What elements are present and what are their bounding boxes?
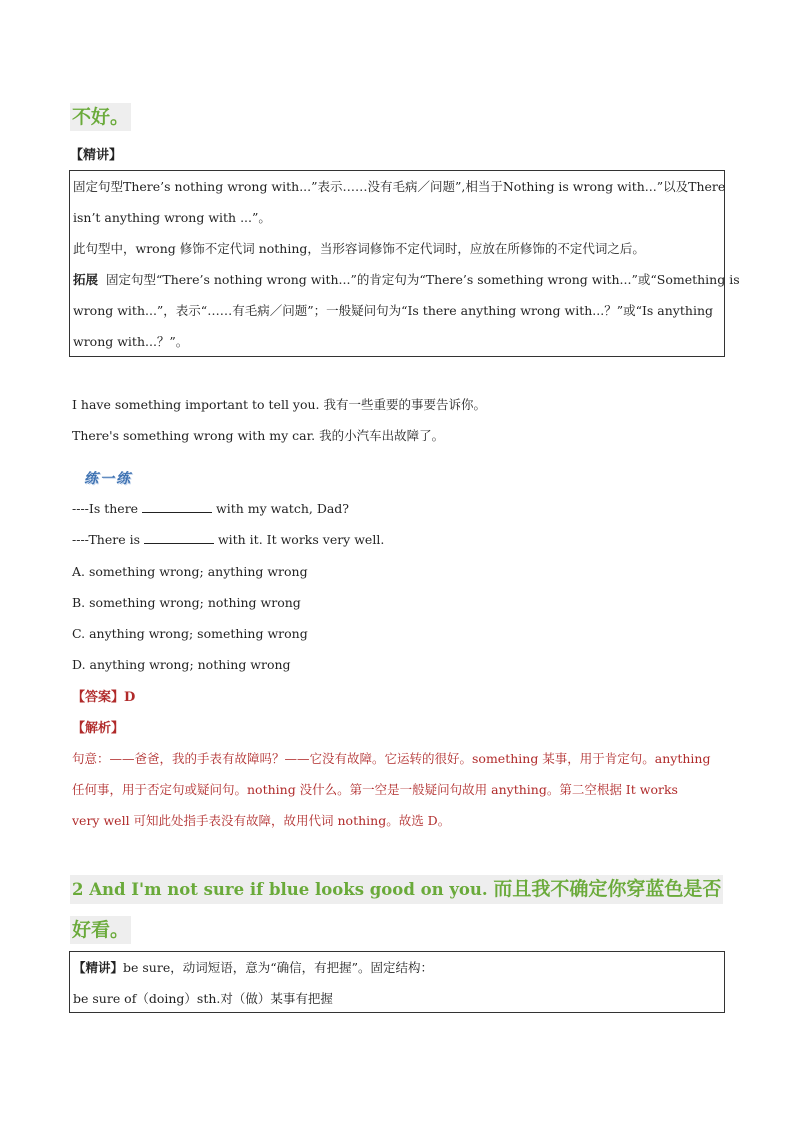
section2-box-line-2: be sure of（doing）sth.对（做）某事有把握 — [73, 991, 333, 1006]
box-line-4-text: 固定句型“There’s nothing wrong with...”的肯定句为“There’s something wrong with...”或“Something is — [105, 272, 740, 287]
answer-blank-1 — [142, 500, 212, 513]
question-line-1-b: with my watch, Dad? — [212, 501, 350, 516]
box-line-6: wrong with...？”。 — [73, 334, 189, 349]
explanation-box — [69, 170, 740, 357]
question-line-2 — [72, 524, 384, 555]
section2-heading-tail: 好看。 — [70, 916, 131, 944]
section2-heading — [70, 875, 723, 904]
section2-box-line-1-text: be sure，动词短语，意为“确信，有把握”。固定结构： — [123, 960, 434, 975]
box-line-1: 固定句型There’s nothing wrong with...”表示……没有毛病／问题”,相当于Nothing is wrong with...”以及There — [73, 179, 726, 194]
section2-box-tag: 【精讲】 — [73, 960, 124, 975]
option-c: C. anything wrong; something wrong — [72, 626, 308, 641]
example-sentence-1: I have something important to tell you. 我有一些重要的事要告诉你。 — [72, 397, 487, 412]
tuozhan-label: 拓展 — [73, 272, 99, 287]
box-line-4 — [73, 264, 740, 295]
analysis-tag: 【解析】 — [72, 721, 125, 736]
option-a: A. something wrong; anything wrong — [72, 564, 308, 579]
question-line-2-b: with it. It works very well. — [213, 532, 385, 547]
box-line-2: isn’t anything wrong with ...”。 — [73, 210, 271, 225]
section2-box-line-1 — [73, 952, 433, 983]
analysis-line-3: very well 可知此处指手表没有故障，故用代词 nothing。故选 D。 — [72, 813, 451, 828]
analysis-line-2: 任何事，用于否定句或疑问句。nothing 没什么。第一空是一般疑问句故用 anything。第二空根据 It works — [72, 782, 678, 797]
option-b: B. something wrong; nothing wrong — [72, 595, 301, 610]
section2-heading-en: 2 And I'm not sure if blue looks good on you. — [72, 880, 494, 899]
box-line-5: wrong with...”，表示“……有毛病／问题”；一般疑问句为“Is there anything wrong with...？”或“Is anything — [73, 303, 713, 318]
section2-box — [69, 951, 725, 1013]
section2-heading-cn: 而且我不确定你穿蓝色是否 — [493, 878, 722, 900]
answer-tag: 【答案】D — [72, 690, 136, 705]
jingjiang-tag: 【精讲】 — [70, 148, 123, 163]
question-line-1-a: ----Is there — [72, 501, 143, 516]
practice-title: 练一练 — [84, 471, 132, 487]
option-d: D. anything wrong; nothing wrong — [72, 657, 291, 672]
example-sentence-2: There's something wrong with my car. 我的小汽车出故障了。 — [72, 428, 445, 443]
question-line-2-a: ----There is — [72, 532, 144, 547]
answer-blank-2 — [144, 531, 214, 544]
section-heading-tail: 不好。 — [70, 103, 131, 131]
analysis-line-1: 句意：——爸爸，我的手表有故障吗？——它没有故障。它运转的很好。something 某事，用于肯定句。anything — [72, 751, 711, 766]
box-line-3: 此句型中，wrong 修饰不定代词 nothing，当形容词修饰不定代词时，应放在所修饰的不定代词之后。 — [73, 241, 645, 256]
question-line-1 — [72, 493, 349, 524]
